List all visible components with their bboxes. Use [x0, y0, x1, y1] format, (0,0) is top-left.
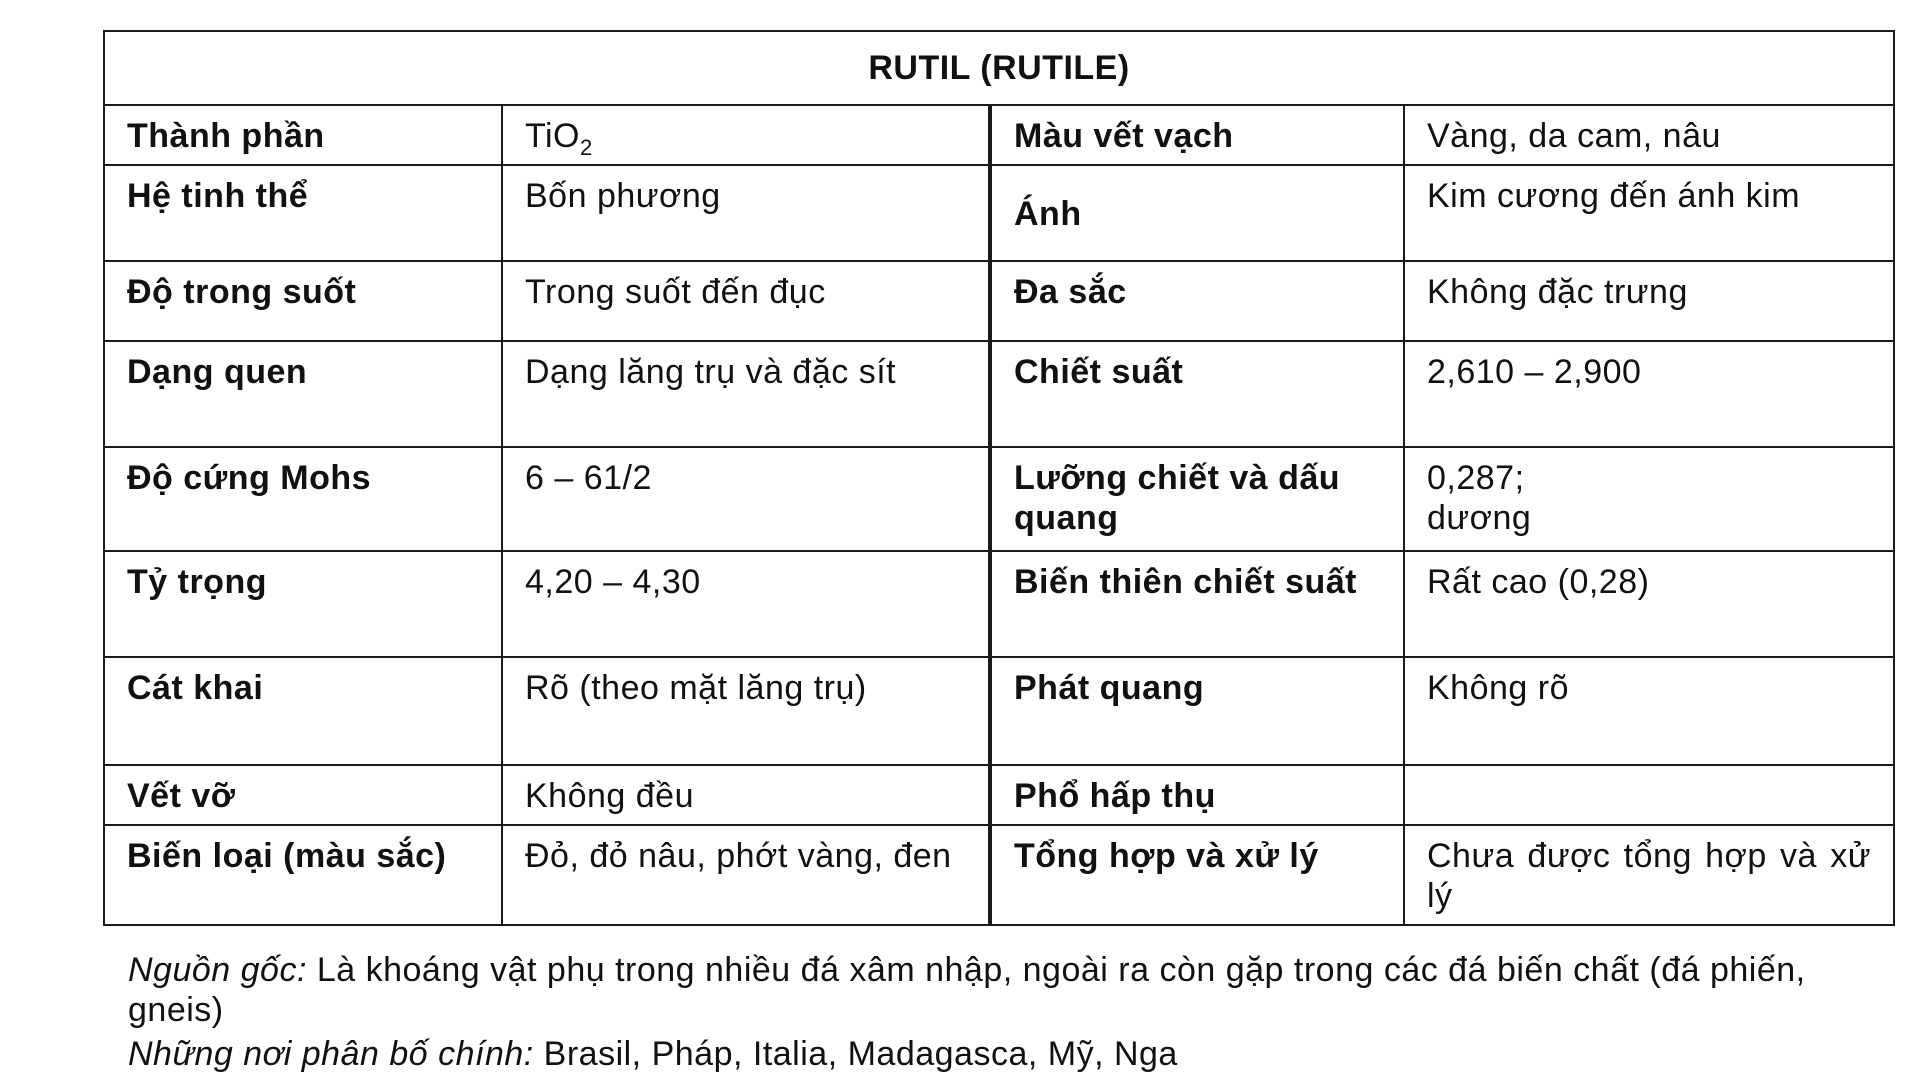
distribution-label: Những nơi phân bố chính: — [128, 1035, 534, 1073]
value-specific-gravity: 4,20 – 4,30 — [502, 551, 990, 657]
label-crystal-system: Hệ tinh thể — [104, 165, 502, 261]
distribution-text: Brasil, Pháp, Italia, Madagasca, Mỹ, Nga — [533, 1035, 1178, 1073]
label-refractive-index: Chiết suất — [990, 341, 1404, 447]
value-cleavage: Rõ (theo mặt lăng trụ) — [502, 657, 990, 765]
notes-section — [128, 950, 1868, 1078]
value-pleochroism: Không đặc trưng — [1404, 261, 1894, 341]
value-varieties: Đỏ, đỏ nâu, phớt vàng, đen — [502, 825, 990, 925]
value-mohs-hardness: 6 – 61/2 — [502, 447, 990, 551]
value-streak-color: Vàng, da cam, nâu — [1404, 105, 1894, 165]
label-mohs-hardness: Độ cứng Mohs — [104, 447, 502, 551]
label-dispersion: Biến thiên chiết suất — [990, 551, 1404, 657]
origin-label: Nguồn gốc: — [128, 951, 307, 989]
label-cleavage: Cát khai — [104, 657, 502, 765]
label-streak-color: Màu vết vạch — [990, 105, 1404, 165]
value-absorption-spectrum — [1404, 765, 1894, 825]
label-varieties: Biến loại (màu sắc) — [104, 825, 502, 925]
label-specific-gravity: Tỷ trọng — [104, 551, 502, 657]
value-synthesis-treatment: Chưa được tổng hợp và xử lý — [1404, 825, 1894, 925]
value-habit: Dạng lăng trụ và đặc sít — [502, 341, 990, 447]
label-birefringence: Lưỡng chiết và dấu quang — [990, 447, 1404, 551]
value-dispersion: Rất cao (0,28) — [1404, 551, 1894, 657]
label-luster: Ánh — [990, 165, 1404, 261]
value-refractive-index: 2,610 – 2,900 — [1404, 341, 1894, 447]
label-composition: Thành phần — [104, 105, 502, 165]
value-fluorescence: Không rõ — [1404, 657, 1894, 765]
label-synthesis-treatment: Tổng hợp và xử lý — [990, 825, 1404, 925]
mineral-properties-table — [103, 30, 1895, 926]
table-title: RUTIL (RUTILE) — [104, 31, 1894, 105]
distribution-note — [128, 1034, 1868, 1074]
origin-text: Là khoáng vật phụ trong nhiều đá xâm nhập, ngoài ra còn gặp trong các đá biến chất (đá phiến, gneis) — [128, 951, 1806, 1029]
label-fracture: Vết vỡ — [104, 765, 502, 825]
label-absorption-spectrum: Phổ hấp thụ — [990, 765, 1404, 825]
optic-sign: dương — [1427, 499, 1532, 537]
origin-note — [128, 950, 1868, 1030]
value-luster: Kim cương đến ánh kim — [1404, 165, 1894, 261]
value-transparency: Trong suốt đến đục — [502, 261, 990, 341]
label-pleochroism: Đa sắc — [990, 261, 1404, 341]
value-fracture: Không đều — [502, 765, 990, 825]
label-transparency: Độ trong suốt — [104, 261, 502, 341]
value-composition: TiO$_2$ — [502, 105, 990, 165]
label-fluorescence: Phát quang — [990, 657, 1404, 765]
value-crystal-system: Bốn phương — [502, 165, 990, 261]
birefringence-value: 0,287; — [1427, 459, 1525, 497]
value-birefringence — [1404, 447, 1894, 551]
label-habit: Dạng quen — [104, 341, 502, 447]
